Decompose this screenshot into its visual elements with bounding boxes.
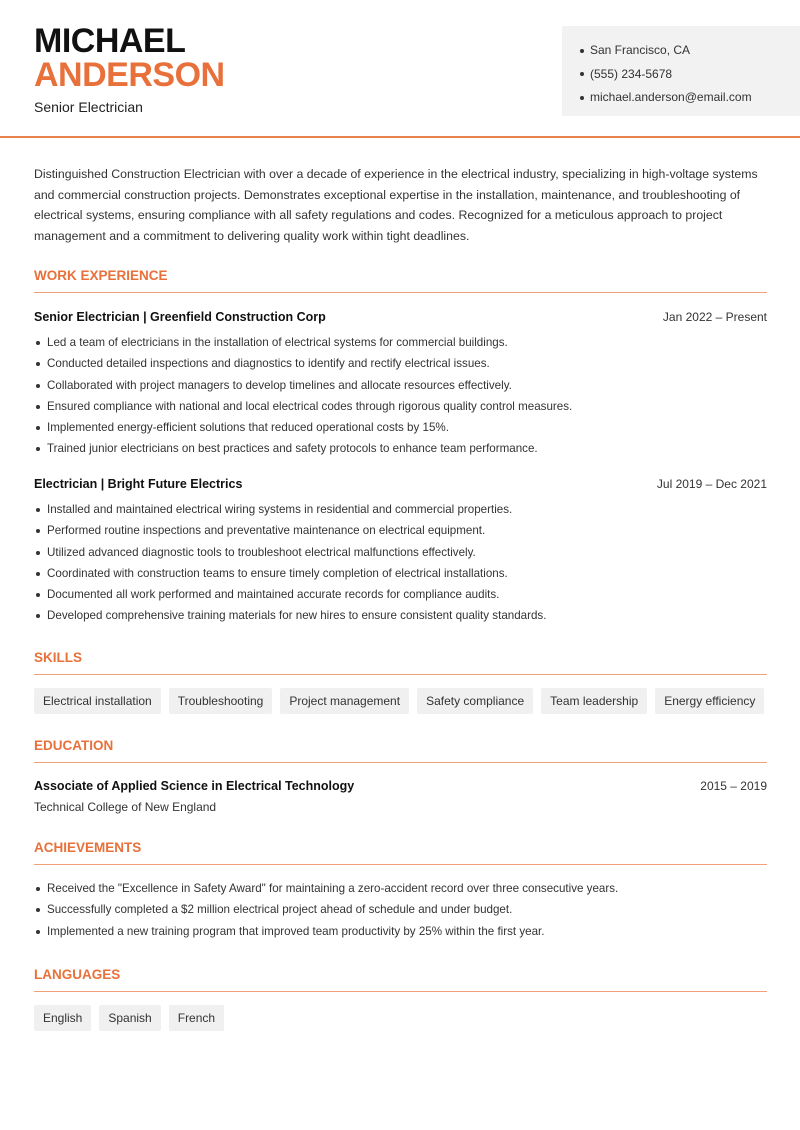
list-item: Coordinated with construction teams to ensure timely completion of electrical installations. <box>34 563 767 584</box>
job-2-bullets <box>34 499 767 627</box>
education-dates: 2015 – 2019 <box>700 779 767 793</box>
list-item: Installed and maintained electrical wiring systems in residential and commercial properties. <box>34 499 767 520</box>
bullet-icon <box>580 49 584 53</box>
contact-phone <box>580 63 800 87</box>
list-item: Developed comprehensive training materials for new hires to ensure consistent quality standards. <box>34 605 767 626</box>
degree-title: Associate of Applied Science in Electrical Technology <box>34 779 355 793</box>
list-item: Trained junior electricians on best practices and safety protocols to enhance team performance. <box>34 438 767 459</box>
job-1-header <box>34 310 767 324</box>
job-2-dates: Jul 2019 – Dec 2021 <box>656 477 767 491</box>
skill-chip: Energy efficiency <box>655 688 764 714</box>
education-heading: EDUCATION <box>34 738 767 763</box>
last-name: ANDERSON <box>34 56 225 94</box>
skills-heading: SKILLS <box>34 650 767 675</box>
bullet-icon <box>580 96 584 100</box>
job-title: Senior Electrician <box>34 99 143 115</box>
education-header <box>34 779 767 793</box>
skills-list <box>34 688 774 714</box>
skill-chip: Safety compliance <box>417 688 533 714</box>
achievements-list <box>34 878 767 942</box>
contact-box <box>562 26 800 116</box>
list-item: Implemented a new training program that improved team productivity by 25% within the first year. <box>34 921 767 942</box>
phone-text: (555) 234-5678 <box>590 66 673 81</box>
work-experience-heading: WORK EXPERIENCE <box>34 268 767 293</box>
resume-header <box>0 0 800 138</box>
skill-chip: Troubleshooting <box>169 688 273 714</box>
list-item: Ensured compliance with national and local electrical codes through rigorous quality control measures. <box>34 396 767 417</box>
contact-email <box>580 86 800 110</box>
languages-list <box>34 1005 774 1031</box>
job-1-title: Senior Electrician | Greenfield Construction Corp <box>34 310 326 324</box>
skill-chip: Team leadership <box>541 688 647 714</box>
skill-chip: Electrical installation <box>34 688 161 714</box>
list-item: Performed routine inspections and preventative maintenance on electrical equipment. <box>34 520 767 541</box>
bullet-icon <box>580 72 584 76</box>
location-text: San Francisco, CA <box>590 43 691 57</box>
list-item: Utilized advanced diagnostic tools to troubleshoot electrical malfunctions effectively. <box>34 542 767 563</box>
first-name: MICHAEL <box>34 22 186 60</box>
language-chip: Spanish <box>99 1005 160 1031</box>
list-item: Successfully completed a $2 million electrical project ahead of schedule and under budget. <box>34 899 767 920</box>
list-item: Implemented energy-efficient solutions that reduced operational costs by 15%. <box>34 417 767 438</box>
list-item: Conducted detailed inspections and diagnostics to identify and rectify electrical issues. <box>34 353 767 374</box>
list-item: Led a team of electricians in the installation of electrical systems for commercial buildings. <box>34 332 767 353</box>
list-item: Received the "Excellence in Safety Award" for maintaining a zero-accident record over three consecutive years. <box>34 878 767 899</box>
language-chip: French <box>169 1005 224 1031</box>
job-2-header <box>34 477 767 491</box>
school-name: Technical College of New England <box>34 800 217 814</box>
email-text: michael.anderson@email.com <box>590 90 752 104</box>
list-item: Collaborated with project managers to develop timelines and allocate resources effectively. <box>34 375 767 396</box>
job-2-title: Electrician | Bright Future Electrics <box>34 477 243 491</box>
job-1-bullets <box>34 332 767 460</box>
summary-paragraph: Distinguished Construction Electrician with over a decade of experience in the electrical industry, specializing in high-voltage systems and commercial construction projects. Demonstrates exceptional expertise in the installation, maintenance, and troubleshooting of electrical systems, ensuring compliance with all safety regulations and codes. Recognized for a meticulous approach to project management and a commitment to delivering quality work within tight deadlines. <box>34 167 758 243</box>
achievements-heading: ACHIEVEMENTS <box>34 840 767 865</box>
list-item: Documented all work performed and maintained accurate records for compliance audits. <box>34 584 767 605</box>
skill-chip: Project management <box>280 688 409 714</box>
contact-location <box>580 39 800 63</box>
language-chip: English <box>34 1005 91 1031</box>
languages-heading: LANGUAGES <box>34 967 767 992</box>
job-1-dates: Jan 2022 – Present <box>662 310 767 324</box>
